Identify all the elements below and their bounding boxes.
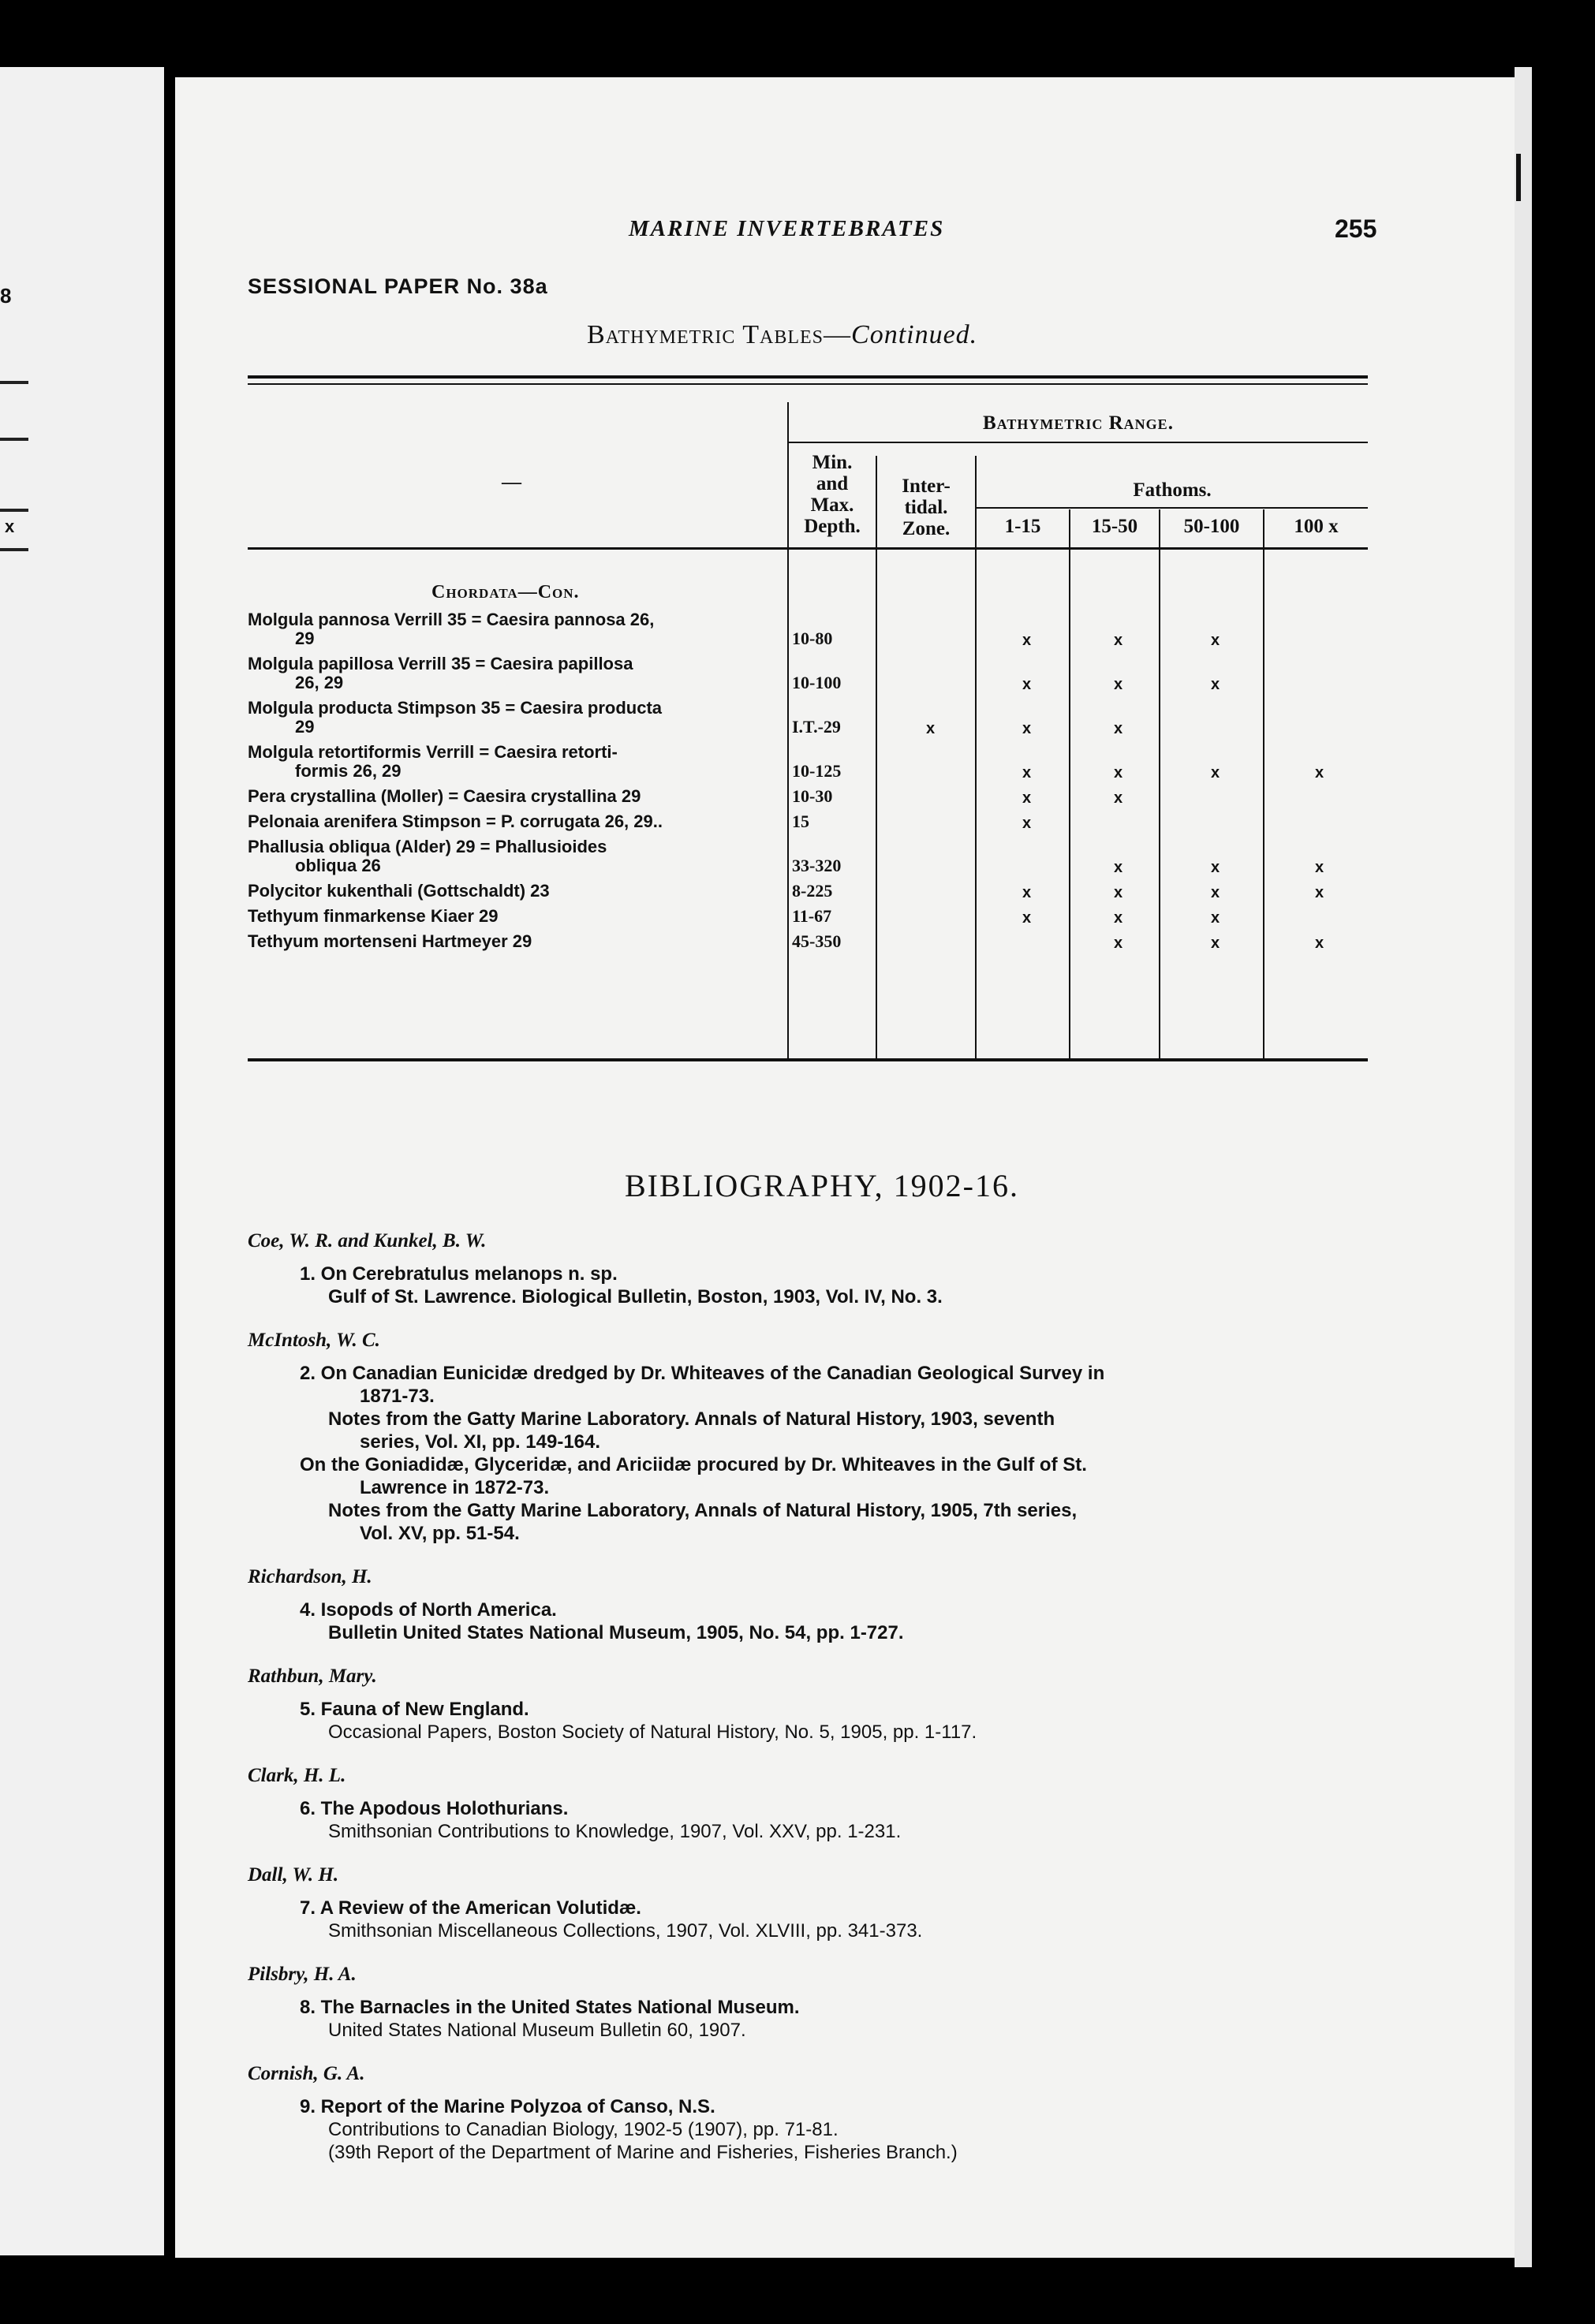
bib-line: 9. Report of the Marine Polyzoa of Canso, N.S. — [300, 2096, 715, 2117]
presence-mark-f1: x — [1022, 909, 1032, 927]
bib-line: Bulletin United States National Museum, 1905, No. 54, pp. 1-727. — [328, 1622, 904, 1643]
right-page-edge — [1515, 67, 1532, 2267]
presence-mark-f2: x — [1114, 934, 1123, 952]
left-page-rule — [0, 381, 28, 384]
bib-line: 5. Fauna of New England. — [300, 1699, 529, 1720]
page-number: 255 — [1335, 214, 1377, 243]
table-top-rule — [248, 375, 1368, 379]
left-page-fragment: 8 — [0, 284, 12, 308]
presence-mark-f3: x — [1211, 884, 1220, 901]
header-rule — [789, 442, 1368, 443]
species-name: 26, 29 — [295, 673, 344, 692]
column-line — [787, 402, 789, 1058]
bib-author: Clark, H. L. — [248, 1765, 346, 1786]
presence-mark-f1: x — [1022, 884, 1032, 901]
bib-line: United States National Museum Bulletin 60, 1907. — [328, 2020, 746, 2041]
header-bottom-rule — [248, 547, 1368, 550]
depth-range: 10-125 — [792, 761, 842, 781]
section-heading: Chordata—Con. — [431, 582, 580, 602]
table-top-rule-thin — [248, 383, 1368, 385]
bib-line: (39th Report of the Department of Marine and Fisheries, Fisheries Branch.) — [328, 2142, 958, 2163]
bib-line: Notes from the Gatty Marine Laboratory, Annals of Natural History, 1905, 7th series, — [328, 1500, 1078, 1521]
species-name: Molgula pannosa Verrill 35 = Caesira pannosa 26, — [248, 610, 655, 629]
left-page-rule — [0, 509, 28, 512]
bib-line: 6. The Apodous Holothurians. — [300, 1798, 569, 1819]
presence-mark-f1: x — [1022, 632, 1032, 649]
bib-line: Gulf of St. Lawrence. Biological Bulletin, Boston, 1903, Vol. IV, No. 3. — [328, 1286, 943, 1307]
column-line — [876, 456, 877, 1058]
bib-author: Coe, W. R. and Kunkel, B. W. — [248, 1230, 487, 1252]
presence-mark-f3: x — [1211, 676, 1220, 693]
depth-range: 8-225 — [792, 881, 833, 901]
bib-line: 1871-73. — [360, 1386, 435, 1407]
column-line — [1159, 509, 1160, 1058]
species-name: formis 26, 29 — [295, 761, 402, 781]
presence-mark-f2: x — [1114, 720, 1123, 737]
species-name: Molgula papillosa Verrill 35 = Caesira papillosa — [248, 654, 633, 673]
depth-range: 15 — [792, 811, 809, 831]
bib-line: 7. A Review of the American Volutidæ. — [300, 1897, 641, 1919]
header-fathom-100-x: 100 x — [1294, 516, 1339, 537]
species-name: 29 — [295, 629, 315, 648]
presence-mark-f4: x — [1315, 884, 1324, 901]
header-fathoms: Fathoms. — [1133, 479, 1212, 501]
header-rule — [977, 507, 1368, 509]
presence-mark-intertidal: x — [926, 720, 936, 737]
sessional-paper: SESSIONAL PAPER No. 38a — [248, 274, 548, 298]
species-name: Pelonaia arenifera Stimpson = P. corrugata 26, 29.. — [248, 811, 663, 831]
bib-author: Dall, W. H. — [248, 1864, 339, 1886]
bib-line: 8. The Barnacles in the United States National Museum. — [300, 1997, 800, 2018]
bib-author: Cornish, G. A. — [248, 2063, 365, 2084]
document-page — [175, 77, 1515, 2258]
left-page-edge — [0, 67, 164, 2255]
species-name: 29 — [295, 717, 315, 737]
depth-range: 10-100 — [792, 673, 842, 692]
running-title: MARINE INVERTEBRATES — [629, 216, 945, 241]
presence-mark-f1: x — [1022, 720, 1032, 737]
presence-mark-f2: x — [1114, 764, 1123, 782]
species-name: Molgula producta Stimpson 35 = Caesira producta — [248, 698, 663, 718]
column-line — [975, 456, 977, 1058]
header-min-max-depth: Min. and Max. Depth. — [804, 452, 861, 537]
depth-range: 10-80 — [792, 629, 833, 648]
column-line — [1263, 509, 1264, 1058]
bib-author: Richardson, H. — [248, 1566, 372, 1587]
species-name: Tethyum mortenseni Hartmeyer 29 — [248, 931, 532, 951]
bib-line: Occasional Papers, Boston Society of Natural History, No. 5, 1905, pp. 1-117. — [328, 1722, 977, 1743]
presence-mark-f1: x — [1022, 789, 1032, 807]
presence-mark-f4: x — [1315, 764, 1324, 782]
presence-mark-f1: x — [1022, 815, 1032, 832]
table-title: Bathymetric Tables—Continued. — [587, 320, 978, 349]
presence-mark-f3: x — [1211, 764, 1220, 782]
table-bottom-rule — [248, 1058, 1368, 1061]
bib-line: Smithsonian Miscellaneous Collections, 1907, Vol. XLVIII, pp. 341-373. — [328, 1920, 923, 1942]
bib-line: Notes from the Gatty Marine Laboratory. Annals of Natural History, 1903, seventh — [328, 1408, 1055, 1430]
presence-mark-f3: x — [1211, 859, 1220, 876]
depth-range: I.T.-29 — [792, 717, 841, 737]
header-intertidal-zone: Inter- tidal. Zone. — [902, 476, 951, 539]
header-fathom-15-50: 15-50 — [1091, 516, 1138, 537]
bib-author: Pilsbry, H. A. — [248, 1964, 357, 1985]
presence-mark-f1: x — [1022, 764, 1032, 782]
presence-mark-f2: x — [1114, 789, 1123, 807]
species-name: obliqua 26 — [295, 856, 381, 875]
label-column-dash: — — [502, 472, 521, 493]
header-fathom-50-100: 50-100 — [1183, 516, 1240, 537]
left-page-rule — [0, 548, 28, 551]
bib-line: Lawrence in 1872-73. — [360, 1477, 550, 1498]
header-fathom-1-15: 1-15 — [1004, 516, 1041, 537]
presence-mark-f2: x — [1114, 909, 1123, 927]
bibliography-title: BIBLIOGRAPHY, 1902-16. — [625, 1168, 1019, 1203]
bib-line: Contributions to Canadian Biology, 1902-5 (1907), pp. 71-81. — [328, 2119, 839, 2140]
column-line — [1069, 509, 1070, 1058]
bib-author: McIntosh, W. C. — [248, 1330, 380, 1351]
presence-mark-f1: x — [1022, 676, 1032, 693]
bib-line: 2. On Canadian Eunicidæ dredged by Dr. Whiteaves of the Canadian Geological Survey in — [300, 1363, 1105, 1384]
species-name: Polycitor kukenthali (Gottschaldt) 23 — [248, 881, 550, 901]
left-page-fragment: x — [5, 517, 15, 536]
bib-line: On the Goniadidæ, Glyceridæ, and Ariciidæ procured by Dr. Whiteaves in the Gulf of St. — [300, 1454, 1087, 1475]
presence-mark-f3: x — [1211, 909, 1220, 927]
presence-mark-f2: x — [1114, 884, 1123, 901]
depth-range: 45-350 — [792, 931, 842, 951]
bib-line: Smithsonian Contributions to Knowledge, 1907, Vol. XXV, pp. 1-231. — [328, 1821, 902, 1842]
species-name: Phallusia obliqua (Alder) 29 = Phallusioides — [248, 837, 607, 856]
header-bathymetric-range: Bathymetric Range. — [983, 412, 1174, 434]
presence-mark-f2: x — [1114, 632, 1123, 649]
depth-range: 11-67 — [792, 906, 832, 926]
presence-mark-f4: x — [1315, 934, 1324, 952]
depth-range: 10-30 — [792, 786, 833, 806]
presence-mark-f2: x — [1114, 859, 1123, 876]
presence-mark-f3: x — [1211, 934, 1220, 952]
presence-mark-f4: x — [1315, 859, 1324, 876]
bib-author: Rathbun, Mary. — [248, 1666, 377, 1687]
bib-line: 1. On Cerebratulus melanops n. sp. — [300, 1263, 618, 1285]
bib-line: 4. Isopods of North America. — [300, 1599, 557, 1621]
bib-line: Vol. XV, pp. 51-54. — [360, 1523, 520, 1544]
bib-line: series, Vol. XI, pp. 149-164. — [360, 1431, 601, 1453]
species-name: Pera crystallina (Moller) = Caesira crystallina 29 — [248, 786, 641, 806]
left-page-rule — [0, 438, 28, 441]
species-name: Tethyum finmarkense Kiaer 29 — [248, 906, 499, 926]
depth-range: 33-320 — [792, 856, 842, 875]
presence-mark-f3: x — [1211, 632, 1220, 649]
species-name: Molgula retortiformis Verrill = Caesira retorti- — [248, 742, 618, 762]
presence-mark-f2: x — [1114, 676, 1123, 693]
